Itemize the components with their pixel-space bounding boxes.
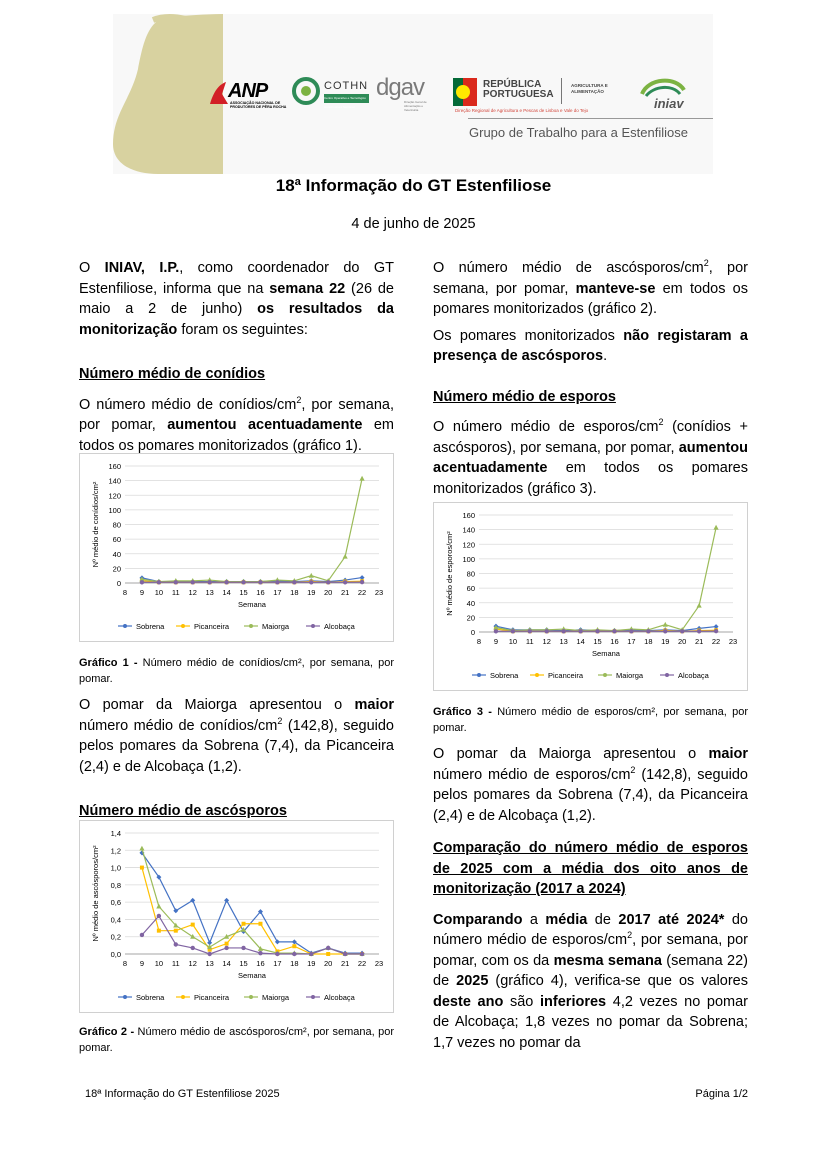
data-point: [157, 929, 161, 933]
chart-1: [79, 453, 394, 642]
series-line-maiorga: [142, 849, 362, 954]
pear-icon: [113, 14, 223, 174]
dgav-logo: [376, 74, 427, 112]
legend-label: Sobrena: [490, 671, 519, 680]
legend-marker: [665, 673, 669, 677]
data-point: [191, 923, 195, 927]
data-point: [242, 922, 246, 926]
legend-marker: [123, 624, 127, 628]
ascosporos-absence-paragraph: Os pomares monitorizados não registaram a presença de ascósporos.: [433, 327, 748, 364]
data-point: [663, 622, 668, 627]
x-tick-label: 15: [239, 959, 248, 968]
y-tick-label: 140: [462, 525, 475, 535]
x-tick-label: 21: [694, 637, 704, 646]
data-point: [697, 629, 701, 633]
x-tick-label: 22: [357, 588, 367, 597]
y-tick-label: 1,4: [110, 829, 121, 838]
y-tick-label: 20: [112, 564, 121, 574]
y-tick-label: 1,2: [110, 846, 121, 856]
data-point: [612, 629, 616, 633]
legend-marker: [603, 673, 607, 677]
intro-paragraph: O INIAV, I.P., como coordenador do GT Estenfiliose, informa que na semana 22 (26 de maio a 2 de junho) os resultados da monitorização foram os seguintes:: [79, 260, 394, 338]
conidios-paragraph: O número médio de conídios/$cm^2$, por semana, por pomar, aumentou acentuadamente em todos os pomares monitorizados (gráfico 1).: [79, 394, 394, 454]
x-tick-label: 9: [493, 637, 499, 646]
data-point: [157, 914, 161, 918]
cothn-logo: [291, 76, 369, 111]
data-point: [343, 952, 347, 956]
data-point: [663, 629, 667, 633]
x-axis-label: Semana: [592, 649, 620, 658]
data-point: [494, 629, 498, 633]
logo-divider: [561, 78, 562, 104]
data-point: [258, 922, 262, 926]
y-tick-label: 0,2: [110, 932, 121, 942]
x-tick-label: 12: [542, 637, 551, 646]
footer-page-number: Página 1/2: [695, 1088, 748, 1100]
data-point: [224, 946, 228, 950]
data-point: [258, 951, 262, 955]
maiorga-conidios-paragraph: O pomar da Maiorga apresentou o maior número médio de conídios/$cm^2$ (142,8), seguido pelos pomares da Sobrena (7,4), da Picanceira (2,4) e de Alcobaça (1,2).: [79, 697, 394, 775]
caption-chart-3: Gráfico 3 - Número médio de esporos/cm², por semana, por pomar.: [433, 706, 748, 734]
legend-marker: [535, 673, 539, 677]
y-tick-label: 0,8: [110, 880, 121, 890]
legend-label: Maiorga: [262, 993, 290, 1002]
y-tick-label: 100: [462, 554, 475, 564]
y-tick-label: 80: [466, 569, 475, 579]
anp-logo: [208, 80, 287, 111]
agricultura-logo-text: AGRICULTURA E ALIMENTAÇÃO: [571, 83, 608, 94]
series-line-maiorga: [496, 528, 716, 631]
dr-logo-text: Direção Regional de Agricultura e Pescas de Lisboa e Vale do Tejo: [455, 108, 589, 113]
x-tick-label: 22: [357, 959, 367, 968]
legend-label: Sobrena: [136, 993, 165, 1002]
legend-marker: [311, 995, 315, 999]
y-tick-label: 1,0: [110, 863, 121, 873]
footer-left: 18ª Informação do GT Estenfiliose 2025: [85, 1088, 280, 1100]
dgav-logo-text: dgav: [376, 74, 425, 101]
caption-chart-2: Gráfico 2 - Número médio de ascósporos/cm², por semana, por pomar.: [79, 1026, 395, 1054]
data-point: [174, 929, 178, 933]
heading-conidios: Número médio de conídios: [79, 366, 266, 382]
data-point: [511, 629, 515, 633]
data-point: [309, 580, 313, 584]
legend-label: Alcobaça: [678, 671, 709, 680]
data-point: [225, 942, 229, 946]
x-tick-label: 18: [290, 588, 299, 597]
data-point: [360, 580, 364, 584]
y-axis-label: Nº médio de esporos/cm²: [445, 531, 454, 616]
y-tick-label: 100: [108, 505, 121, 515]
legend-label: Alcobaça: [324, 622, 355, 631]
x-tick-label: 13: [205, 588, 214, 597]
x-tick-label: 16: [256, 588, 265, 597]
dgav-logo-sub: Direção Geral de Alimentação e Veterinária: [404, 100, 427, 112]
legend-marker: [181, 995, 185, 999]
y-tick-label: 140: [108, 476, 121, 486]
y-tick-label: 0: [116, 579, 121, 588]
x-tick-label: 15: [239, 588, 248, 597]
y-tick-label: 40: [112, 549, 121, 559]
y-tick-label: 0,4: [110, 915, 121, 925]
data-point: [359, 476, 364, 481]
republica-logo: [453, 78, 608, 113]
x-tick-label: 20: [324, 588, 333, 597]
x-tick-label: 15: [593, 637, 602, 646]
x-tick-label: 23: [374, 959, 384, 968]
y-tick-label: 0,6: [110, 898, 121, 908]
y-axis-label: Nº médio de conídios/cm²: [91, 481, 100, 568]
y-tick-label: 120: [108, 491, 121, 501]
x-tick-label: 14: [222, 588, 231, 597]
legend-label: Alcobaça: [324, 993, 355, 1002]
x-tick-label: 11: [525, 637, 534, 646]
y-tick-label: 160: [108, 462, 121, 471]
data-point: [326, 946, 330, 950]
data-point: [156, 904, 161, 909]
maiorga-esporos-paragraph: O pomar da Maiorga apresentou o maior número médio de esporos/$cm^2$ (142,8), seguido pelos pomares da Sobrena (7,4), da Picanceira (2,4) e de Alcobaça (1,2).: [433, 746, 748, 824]
data-point: [292, 580, 296, 584]
x-tick-label: 16: [256, 959, 265, 968]
legend-marker: [123, 995, 127, 999]
x-tick-label: 9: [139, 959, 145, 968]
x-tick-label: 18: [644, 637, 653, 646]
x-tick-label: 23: [374, 588, 384, 597]
data-point: [545, 629, 549, 633]
x-tick-label: 20: [678, 637, 687, 646]
x-tick-label: 19: [307, 588, 316, 597]
data-point: [697, 603, 702, 608]
x-tick-label: 8: [122, 588, 128, 597]
data-point: [140, 933, 144, 937]
data-point: [292, 944, 296, 948]
legend-label: Picanceira: [548, 671, 584, 680]
legend-label: Picanceira: [194, 622, 230, 631]
x-tick-label: 17: [273, 959, 282, 968]
data-point: [174, 580, 178, 584]
data-point: [174, 942, 178, 946]
document-title: 18ª Informação do GT Estenfiliose: [275, 176, 552, 195]
data-point: [561, 629, 565, 633]
x-tick-label: 22: [711, 637, 721, 646]
heading-comparacao: Comparação do número médio de esporos de 2025 com a média dos oito anos de monitorização (2017 a 2024): [433, 840, 748, 897]
document-date: 4 de junho de 2025: [351, 216, 476, 232]
x-tick-label: 17: [627, 637, 636, 646]
coat-of-arms-icon: [453, 78, 477, 106]
left-column-2: [79, 695, 394, 822]
data-point: [595, 629, 599, 633]
chart-2: [79, 820, 394, 1013]
x-tick-label: 19: [307, 959, 316, 968]
iniav-logo: [638, 74, 688, 111]
data-point: [629, 629, 633, 633]
x-tick-label: 8: [122, 959, 128, 968]
y-tick-label: 0: [470, 628, 475, 637]
data-point: [343, 580, 347, 584]
legend-marker: [311, 624, 315, 628]
data-point: [326, 580, 330, 584]
data-point: [680, 629, 684, 633]
chart-3: [433, 502, 748, 691]
heading-esporos: Número médio de esporos: [433, 388, 616, 405]
caption-chart-1: Gráfico 1 - Número médio de conídios/cm², por semana, por pomar.: [79, 657, 394, 685]
y-tick-label: 40: [466, 598, 475, 608]
x-tick-label: 11: [171, 588, 180, 597]
x-tick-label: 10: [154, 588, 164, 597]
data-point: [646, 629, 650, 633]
data-point: [309, 952, 313, 956]
legend-marker: [181, 624, 185, 628]
data-point: [275, 952, 279, 956]
data-point: [207, 952, 211, 956]
y-tick-label: 60: [112, 535, 121, 545]
x-tick-label: 23: [728, 637, 738, 646]
cothn-logo-sub: Centro Operativo e Tecnológico Hortofrutícola Nacional: [324, 94, 369, 103]
data-point: [157, 580, 161, 584]
esporos-paragraph: O número médio de esporos/$cm^2$ (conídios + ascósporos), por semana, por pomar, aumentou acentuadamente em todos os pomares monitorizados (gráfico 3).: [433, 417, 748, 497]
data-point: [275, 939, 280, 944]
republica-logo-text: REPÚBLICA PORTUGUESA: [483, 79, 554, 100]
x-tick-label: 21: [340, 959, 350, 968]
y-axis-label: Nº médio de ascósporos/cm²: [91, 845, 100, 942]
y-tick-label: 80: [112, 520, 121, 530]
x-tick-label: 20: [324, 959, 333, 968]
y-tick-label: 120: [462, 540, 475, 550]
legend-marker: [249, 995, 253, 999]
legend-marker: [477, 673, 481, 677]
cothn-mark-icon: [291, 76, 321, 106]
x-tick-label: 18: [290, 959, 299, 968]
cothn-logo-text: COTHN: [324, 80, 369, 92]
data-point: [578, 629, 582, 633]
y-tick-label: 20: [466, 613, 475, 623]
data-point: [343, 554, 348, 559]
data-point: [275, 580, 279, 584]
x-tick-label: 11: [171, 959, 180, 968]
x-tick-label: 21: [340, 588, 350, 597]
iniav-logo-text: iniav: [654, 96, 684, 111]
data-point: [326, 952, 330, 956]
data-point: [713, 525, 718, 530]
x-tick-label: 12: [188, 959, 197, 968]
x-axis-label: Semana: [238, 600, 266, 609]
series-line-maiorga: [142, 479, 362, 582]
y-tick-label: 0,0: [110, 950, 121, 959]
x-tick-label: 8: [476, 637, 482, 646]
anp-logo-text: ANP: [228, 80, 268, 102]
y-tick-label: 160: [462, 511, 475, 520]
data-point: [224, 580, 228, 584]
header-divider: [468, 118, 713, 119]
data-point: [140, 580, 144, 584]
x-tick-label: 14: [222, 959, 231, 968]
heading-ascosporos: Número médio de ascósporos: [79, 803, 287, 819]
x-tick-label: 19: [661, 637, 670, 646]
left-column: [79, 258, 394, 456]
x-tick-label: 9: [139, 588, 145, 597]
right-column: [433, 258, 748, 499]
data-point: [714, 629, 718, 633]
anp-logo-sub: ASSOCIAÇÃO NACIONAL DE PRODUTORES DE PÊRA ROCHA: [230, 101, 287, 109]
x-tick-label: 13: [559, 637, 568, 646]
x-tick-label: 17: [273, 588, 282, 597]
right-column-2: [433, 744, 748, 1053]
ascosporos-paragraph: O número médio de ascósporos/$cm^2$, por semana, por pomar, manteve-se em todos os pomares monitorizados (gráfico 2).: [433, 258, 749, 317]
x-tick-label: 13: [205, 959, 214, 968]
data-point: [207, 580, 211, 584]
x-tick-label: 14: [576, 637, 585, 646]
header-banner: [113, 14, 713, 174]
legend-label: Picanceira: [194, 993, 230, 1002]
legend-label: Maiorga: [616, 671, 644, 680]
legend-label: Sobrena: [136, 622, 165, 631]
anp-mark-icon: [208, 80, 228, 106]
data-point: [360, 952, 364, 956]
x-tick-label: 10: [154, 959, 164, 968]
working-group-name: Grupo de Trabalho para a Estenfiliose: [469, 125, 688, 140]
data-point: [241, 580, 245, 584]
x-tick-label: 10: [508, 637, 518, 646]
comparacao-paragraph: Comparando a média de 2017 até 2024* do número médio de esporos/$cm^2$, por semana, por pomar, com os da mesma semana (semana 22) de 2025 (gráfico 4), verifica-se que os valores deste ano são inferiores 4,2 vezes no pomar de Alcobaça; 1,8 vezes no pomar da Sobrena; 1,7 vezes no pomar da: [433, 911, 749, 1051]
data-point: [292, 952, 296, 956]
data-point: [139, 846, 144, 851]
x-axis-label: Semana: [238, 971, 266, 980]
data-point: [309, 573, 314, 578]
data-point: [528, 629, 532, 633]
legend-marker: [249, 624, 253, 628]
data-point: [191, 580, 195, 584]
data-point: [191, 946, 195, 950]
x-tick-label: 16: [610, 637, 619, 646]
y-tick-label: 60: [466, 584, 475, 594]
data-point: [258, 580, 262, 584]
data-point: [140, 866, 144, 870]
legend-label: Maiorga: [262, 622, 290, 631]
x-tick-label: 12: [188, 588, 197, 597]
data-point: [241, 946, 245, 950]
